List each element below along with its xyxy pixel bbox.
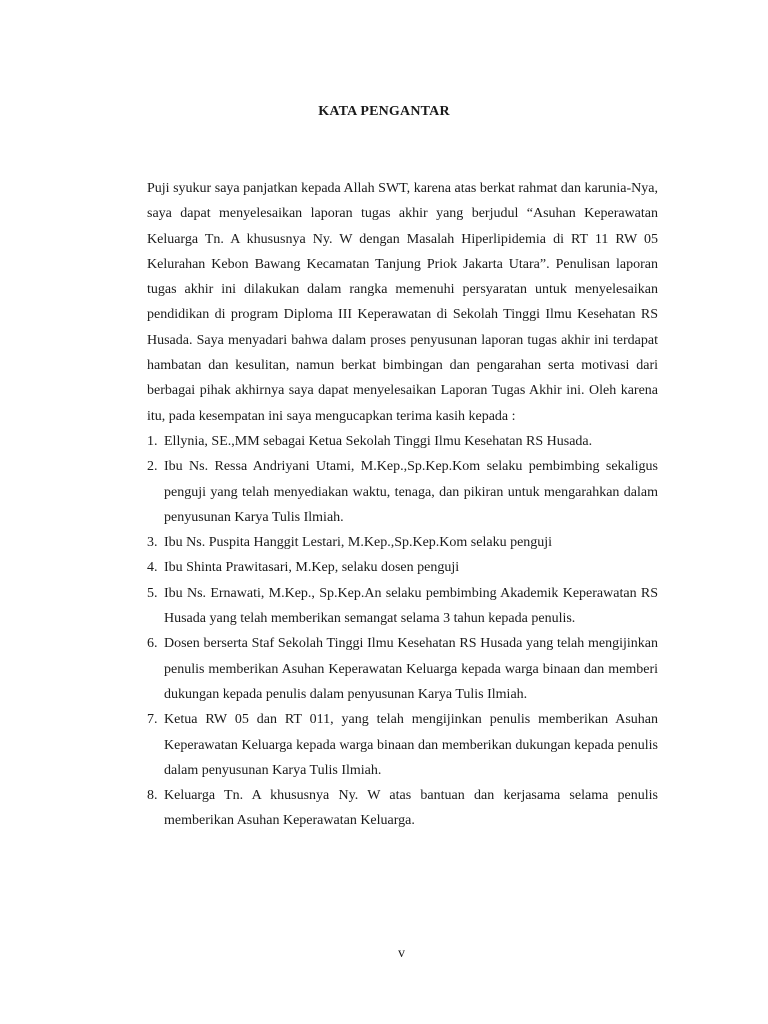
list-item-number: 2. [147,459,158,475]
page-title: KATA PENGANTAR [318,104,450,119]
list-item [147,454,658,530]
list-item-number: 8. [147,788,158,804]
list-item [147,783,658,834]
list-item-text: Keluarga Tn. A khususnya Ny. W atas bantuan dan kerjasama selama penulis memberikan Asuhan Keperawatan Keluarga. [164,788,658,829]
list-item-number: 5. [147,585,158,601]
list-item-number: 4. [147,560,158,576]
list-item-number: 3. [147,535,158,551]
list-item-number: 6. [147,636,158,652]
list-item [147,707,658,783]
list-item [147,631,658,707]
list-item-number: 7. [147,712,158,728]
page-number: v [398,946,405,961]
list-item-text: Ibu Ns. Puspita Hanggit Lestari, M.Kep.,Sp.Kep.Kom selaku penguji [164,535,553,551]
list-item-text: Ibu Ns. Ernawati, M.Kep., Sp.Kep.An selaku pembimbing Akademik Keperawatan RS Husada yang telah memberikan semangat selama 3 tahun kepada penulis. [164,585,658,627]
list-item-text: Dosen berserta Staf Sekolah Tinggi Ilmu Kesehatan RS Husada yang telah mengijinkan penulis memberikan Asuhan Keperawatan Keluarga kepada warga binaan dan memberi dukungan kepada penulis dalam penyusunan Karya Tulis Ilmiah. [164,636,658,702]
list-item [147,530,658,555]
list-item [147,581,658,632]
list-item [147,429,658,454]
document-body [147,176,658,834]
list-item-text: Ibu Ns. Ressa Andriyani Utami, M.Kep.,Sp.Kep.Kom selaku pembimbing sekaligus penguji yang telah menyediakan waktu, tenaga, dan pikiran untuk mengarahkan dalam penyusunan Karya Tulis Ilmiah. [164,459,658,525]
list-item-text: Ketua RW 05 dan RT 011, yang telah mengijinkan penulis memberikan Asuhan Keperawatan Keluarga kepada warga binaan dan memberikan dukungan kepada penulis dalam penyusunan Karya Tulis Ilmiah. [164,712,658,778]
acknowledgement-list [147,429,658,834]
intro-paragraph: Puji syukur saya panjatkan kepada Allah SWT, karena atas berkat rahmat dan karunia-Nya, saya dapat menyelesaikan laporan tugas akhir yang berjudul “Asuhan Keperawatan Keluarga Tn. A khususnya Ny. W dengan Masalah Hiperlipidemia di RT 11 RW 05 Kelurahan Kebon Bawang Kecamatan Tanjung Priok Jakarta Utara”. Penulisan laporan tugas akhir ini dilakukan dalam rangka memenuhi persyaratan untuk menyelesaikan pendidikan di program Diploma III Keperawatan di Sekolah Tinggi Ilmu Kesehatan RS Husada. Saya menyadari bahwa dalam proses penyusunan laporan tugas akhir ini terdapat hambatan dan kesulitan, namun berkat bimbingan dan pengarahan serta motivasi dari berbagai pihak akhirnya saya dapat menyelesaikan Laporan Tugas Akhir ini. Oleh karena itu, pada kesempatan ini saya mengucapkan terima kasih kepada : [147,181,658,424]
list-item-text: Ellynia, SE.,MM sebagai Ketua Sekolah Tinggi Ilmu Kesehatan RS Husada. [164,433,593,449]
list-item-text: Ibu Shinta Prawitasari, M.Kep, selaku dosen penguji [164,560,460,576]
list-item-number: 1. [147,433,158,449]
list-item [147,555,658,580]
